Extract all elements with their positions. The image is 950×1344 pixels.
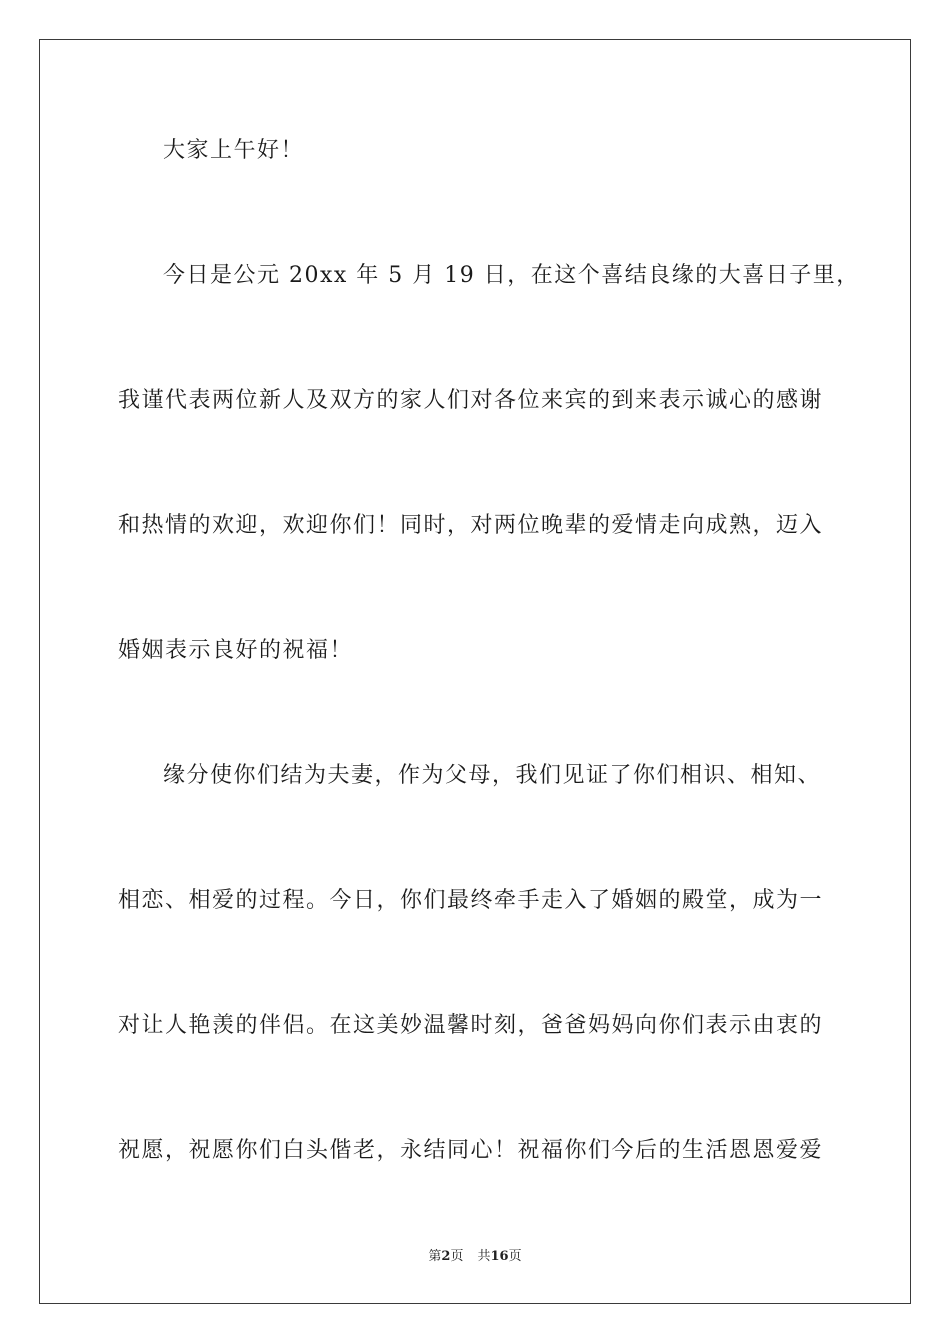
text-line-3: 我谨代表两位新人及双方的家人们对各位来宾的到来表示诚心的感谢 bbox=[118, 388, 824, 413]
text-line-5: 婚姻表示良好的祝福！ bbox=[118, 638, 354, 663]
text-line-6: 缘分使你们结为夫妻，作为父母，我们见证了你们相识、相知、 bbox=[163, 763, 822, 788]
page-prefix: 第 bbox=[428, 1249, 442, 1264]
text-line-4: 和热情的欢迎，欢迎你们！同时，对两位晚辈的爱情走向成熟，迈入 bbox=[118, 513, 824, 538]
text-line-2: 今日是公元 20xx 年 5 月 19 日，在这个喜结良缘的大喜日子里， bbox=[163, 263, 860, 288]
text-line-9: 祝愿，祝愿你们白头偕老，永结同心！祝福你们今后的生活恩恩爱爱 bbox=[118, 1138, 824, 1163]
total-pages: 16 bbox=[490, 1249, 509, 1264]
page-number: 2 bbox=[441, 1249, 451, 1264]
total-prefix: 共 bbox=[477, 1249, 491, 1264]
text-line-1: 大家上午好！ bbox=[163, 138, 305, 163]
text-line-8: 对让人艳羡的伴侣。在这美妙温馨时刻，爸爸妈妈向你们表示由衷的 bbox=[118, 1013, 824, 1038]
page-suffix: 页 bbox=[450, 1249, 464, 1264]
page-footer bbox=[0, 1248, 950, 1266]
text-line-7: 相恋、相爱的过程。今日，你们最终牵手走入了婚姻的殿堂，成为一 bbox=[118, 888, 824, 913]
total-suffix: 页 bbox=[508, 1249, 522, 1264]
page-frame bbox=[39, 39, 911, 1304]
